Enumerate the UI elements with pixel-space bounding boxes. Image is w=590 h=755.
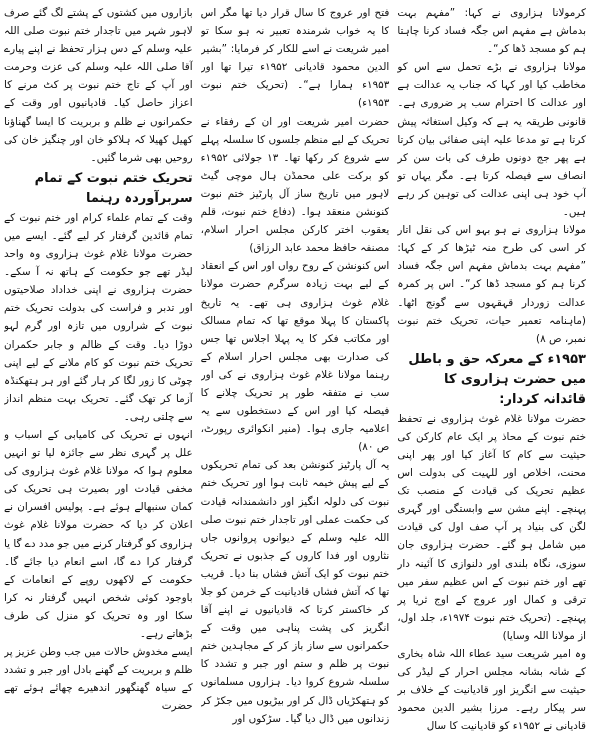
column-middle [201, 4, 390, 755]
paragraph: حضرت امیر شریعت اور ان کے رفقاء نے تحریک کے لیے منظم جلسوں کا سلسلہ پہلے سے شروع کر رکھا تھا۔ ۱۳ جولائی ۱۹۵۲ء کو برکت علی محمڈن ہال موچی گیٹ لاہور میں تاریخ ساز آل پارٹیز ختم نبوت کنونشن منعقد ہوا۔ (دفاع ختم نبوت، قلم یعقوب اختر کارکن مجلس احرار اسلام، مصنفہ حافظ محمد عابد الرزاق) [200, 115, 390, 255]
paragraph: مولانا ہزاروی نے ہو بہو اس کی نقل اتار کر اسی کی طرح منہ ٹیڑھا کر کے کہا: ”مفہم بہت بدماش مفہم اس جگہ فساد کرنا ہم کو مسجد ڈھا کر“۔ اس پر کمرہ عدالت زوردار قہقہوں سے گونج اٹھا۔ (ماہنامہ تعمیر حیات، تحریک ختم نبوت نمبر، ص ۸) [397, 224, 586, 345]
paragraph: فتح اور عروج کا سال قرار دیا تھا مگر اس کا یہ خواب شرمندہ تعبیر نہ ہو سکا تو امیر شریعت نے اسے للکار کر فرمایا: ”بشیر الدین محمود قادیانی ۱۹۵۲ء تیرا تھا اور ۱۹۵۳ء ہمارا ہے“۔ (تحریک ختم نبوت ۱۹۵۳ء) [200, 7, 390, 110]
paragraph: وقت کے تمام علماء کرام اور ختم نبوت کے تمام قائدین گرفتار کر لیے گئے۔ ایسے میں حضرت مولانا غلام غوث ہزاروی وہ واحد لیڈر تھے جو حکومت کے ہاتھ نہ آ سکے۔ حضرت ہزاروی نے اپنی خداداد صلاحیتوں اور تدبر و فراست کی بدولت تحریک ختم نبوت کے شراروں میں تازہ اور گرم لہو دوڑا دیا۔ وقت کے ظالم و جابر حکمران تحریک ختم نبوت کو کام ملانے کے لیے اپنی چوٹی کا زور لگا کر ہار گئے اور ہر ہتھکنڈہ آزما کر تھک گئے۔ تحریک بہت منظم انداز سے چلتی رہی۔ [3, 211, 193, 423]
paragraph: کرمولانا ہزاروی نے کہا: ”مفہم بہت بدماش ہے مفہم اس جگہ فساد کرنا چاہتا ہم کو مسجد ڈھا کر“۔ [397, 7, 586, 56]
paragraph: یہ آل پارٹیز کنونشن بعد کی تمام تحریکوں کے لیے پیش خیمہ ثابت ہوا اور تحریک ختم نبوت کی دلولہ انگیز اور دانشمندانہ قیادت کی حکمت عملی اور تاجدار ختم نبوت صلی اللہ علیہ وسلم کے دیوانوں پروانوں جاں نثاروں اور فدا کاروں کے جذبوں نے تحریک ختم نبوت کو ایک آتش فشاں بنا دیا۔ قریب تھا کہ آتش فشاں قادیانیت کے خرمن کو جلا کر خاکستر کرتا کہ قادیانیوں نے اپنے آقا انگریز کی پشت پناہی میں وقت کے حکمرانوں سے ساز باز کر کے مجاہدین ختم نبوت پر ظلم و ستم اور جبر و تشدد کا سلسلہ شروع کروا دیا۔ ہزاروں مسلمانوں کو ہتھکڑیاں ڈال کر اور بیڑیوں میں جکڑ کر زندانوں میں ڈال دیا گیا۔ سڑکوں اور [200, 459, 390, 725]
paragraph: وہ امیر شریعت سید عطاء اللہ شاہ بخاری کے شانہ بشانہ مجلس احرار کے لیڈر کی حیثیت سے انگریز اور قادیانیت کے خلاف بر سر پیکار رہے۔ مرزا بشیر الدین محمود قادیانی نے ۱۹۵۲ء کو قادیانیت کا سال [397, 648, 586, 733]
paragraph: حضرت مولانا غلام غوث ہزاروی نے تحفظ ختم نبوت کے محاذ پر ایک عام کارکن کی حیثیت سے کام کا آغاز کیا اور پھر اپنی محنت، اخلاص اور للہیت کی بدولت اس عظیم تحریک کی قیادت کے منصب تک پہنچے۔ اپنے مشن سے وابستگی اور گہری لگن کی بنیاد پر آپ صف اول کی قیادت میں شامل ہو گئے۔ حضرت ہزاروی جان سوزی، نگاہ بلندی اور دلنوازی کا آئینہ دار تھے اور ختم نبوت کے اس عظیم سفر میں ترقی و کمال اور عروج کے اوج ثریا پر پہنچے۔ (تحریک ختم نبوت ۱۹۷۴ء، جلد اول، از مولانا اللہ وسایا) [397, 412, 586, 642]
paragraph: اس کنونشن کے روح رواں اور اس کے انعقاد کے لیے بہت زیادہ سرگرم حضرت مولانا غلام غوث ہزاروی ہی تھے۔ یہ تاریخ پاکستان کا پہلا موقع تھا کہ تمام مسالک اور مکاتب فکر کا یہ پہلا اجلاس تھا جس کی صدارت بھی مجلس احرار اسلام کے رہنما مولانا غلام غوث ہزاروی نے کی اور سب نے متفقہ طور پر تحریک چلانے کا فیصلہ کیا اور اس کے دستخطوں سے یہ اعلامیہ جاری ہوا۔ (منیر انکوائری رپورٹ، ص ۸۰) [200, 260, 390, 454]
text-columns [4, 4, 586, 755]
column-left [4, 4, 193, 755]
paragraph: انہوں نے تحریک کی کامیابی کے اسباب و علل پر گہری نظر سے جائزہ لیا تو انہیں معلوم ہوا کہ مولانا غلام غوث ہزاروی کی مخفی قیادت اور بصیرت ہی تحریک کی کمان سنبھالے ہوئے ہے۔ پولیس افسران نے اعلان کر دیا کہ حضرت مولانا غلام غوث ہزاروی کو گرفتار کرنے میں جو مدد دے گا یا گرفتار کرا دے گا، اسے انعام دیا جائے گا۔ حکومت کے لاکھوں روپے کے انعامات کے باوجود کوئی شخص انہیں گرفتار نہ کرا سکا اور وہ تحریک کو منزل کی طرف بڑھاتے رہے۔ [3, 428, 193, 640]
section-heading: تحریک ختم نبوت کے تمام سربرآوردہ رہنما [34, 170, 193, 206]
paragraph: بازاروں میں کشتوں کے پشتے لگ گئے صرف لاہور شہر میں تاجدار ختم نبوت صلی اللہ علیہ وسلم کے دس ہزار تحفظ نے اپنے پیارے آقا صلی اللہ علیہ وسلم کی عزت وحرمت اور آپ کے تاج ختم نبوت پر کٹ مرنے کا اعزاز حاصل کیا۔ قادیانیوں اور وقت کے حکمرانوں نے ظلم و بربریت کا ایسا گھناؤنا کھیل کھیلا کہ ہلاکو خان اور چنگیز خان کی روحیں بھی شرما گئیں۔ [3, 7, 193, 164]
section-heading: ۱۹۵۳ء کے معرکہ حق و باطل میں حضرت ہزاروی کا قائدانہ کردار: [408, 351, 586, 407]
paragraph: ایسے مخدوش حالات میں جب وطن عزیز پر ظلم و بربریت کے گھنے بادل اور جبر و تشدد کے سیاہ گھنگھور اندھیرے چھائے ہوئے تھے حضرت [3, 646, 193, 713]
paragraph: مولانا ہزاروی نے بڑے تحمل سے اس کو مخاطب کیا اور کہا کہ جناب یہ عدالت ہے اور عدالت کا احترام سب پر ضروری ہے۔ قانونی طریقہ یہ ہے کہ وکیل استغاثہ پیش کرتا ہے تو مدعا علیہ اپنی صفائی بیان کرتا ہے پھر جج دونوں طرف کی بات سن کر انصاف سے فیصلہ کرتا ہے۔ مگر یہاں تو آپ خود ہی اپنی عدالت کی توہین کر رہے ہیں۔ [397, 61, 586, 219]
column-right [397, 4, 586, 755]
